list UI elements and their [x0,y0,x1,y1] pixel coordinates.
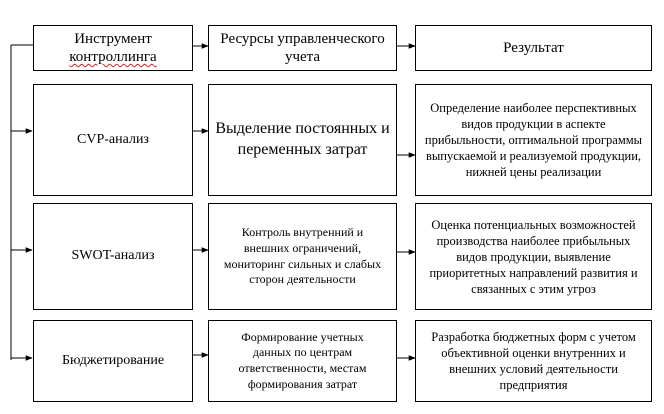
header-resources-label: Ресурсы управленческого учета [220,31,385,65]
swot-tool-box [33,203,193,310]
header-tool-line2: контроллинга [69,49,157,65]
cvp-resource-label: Выделение постоянных и переменных затрат [215,120,390,158]
budget-resource-label: Формирование учетных данных по центрам ответственности, местам формирования затрат [238,329,367,391]
header-result-label: Результат [503,40,564,56]
cvp-result-box [415,84,652,196]
swot-resource-label: Контроль внутренний и внешних ограничений, мониторинг сильных и слабых сторон деятельности [223,225,382,287]
swot-result-label: Оценка потенциальных возможностей производства наиболее прибыльных видов продукции, выявление приоритетных направлений развития и связанных с этим угроз [429,217,638,296]
cvp-tool-label: CVP-анализ [77,131,149,147]
header-resources-box [208,25,397,71]
budget-result-box [415,320,652,402]
budget-tool-box [33,320,193,402]
swot-result-box [415,203,652,310]
cvp-result-label: Определение наиболее перспективных видов продукции в аспекте прибыльности, оптимальной программы выпускаемой и реализуемой продукции, нижней цены реализации [424,101,643,179]
swot-tool-label: SWOT-анализ [71,248,155,264]
header-tool-line1: Инструмент [74,31,152,47]
header-tool-box [33,25,193,71]
cvp-tool-box [33,84,193,196]
budget-tool-label: Бюджетирование [61,352,165,368]
header-result-box [415,25,652,71]
cvp-resource-box [208,84,397,196]
budget-resource-box [208,320,397,402]
swot-resource-box [208,203,397,310]
budget-result-label: Разработка бюджетных форм с учетом объективной оценки внутренних и внешних условий деятельности предприятия [431,330,636,392]
